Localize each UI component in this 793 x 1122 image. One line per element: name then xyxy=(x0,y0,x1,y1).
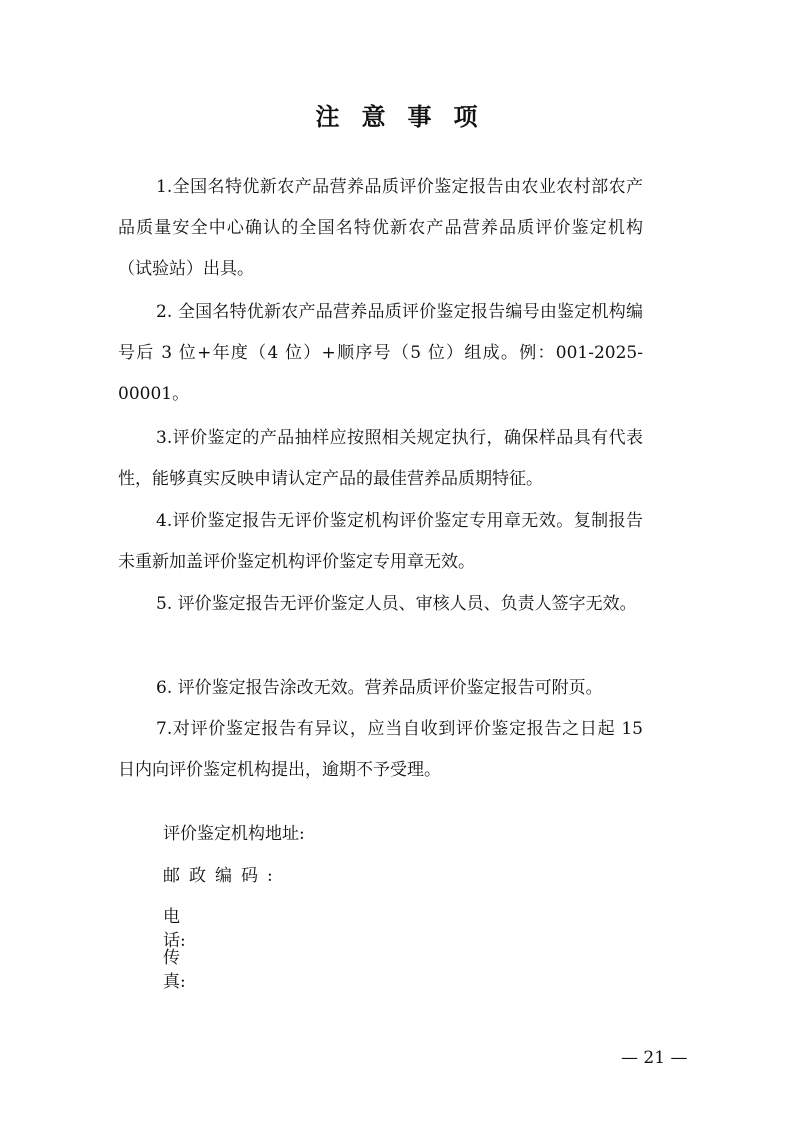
address-label: 评价鉴定机构地址: xyxy=(163,824,305,844)
page-number: — 21 — xyxy=(621,1048,688,1068)
notice-item-2: 2. 全国名特优新农产品营养品质评价鉴定报告编号由鉴定机构编号后 3 位+年度（4 位）+顺序号（5 位）组成。例：001-2025-00001。 xyxy=(118,302,643,404)
fax-label xyxy=(163,946,263,994)
notice-item-1: 1.全国名特优新农产品营养品质评价鉴定报告由农业农村部农产品质量安全中心确认的全国名特优新农产品营养品质评价鉴定机构（试验站）出具。 xyxy=(118,177,643,279)
phone-label-char-1: 电 xyxy=(163,907,180,927)
notice-item-3: 3.评价鉴定的产品抽样应按照相关规定执行，确保样品具有代表性，能够真实反映申请认定产品的最佳营养品质期特征。 xyxy=(118,428,643,489)
notice-item-6: 6. 评价鉴定报告涂改无效。营养品质评价鉴定报告可附页。 xyxy=(156,678,603,698)
phone-label-char-2: 话: xyxy=(163,931,186,951)
notice-item-7: 7.对评价鉴定报告有异议，应当自收到评价鉴定报告之日起 15 日内向评价鉴定机构提出，逾期不予受理。 xyxy=(118,719,643,780)
page-title: 注意事项 xyxy=(315,103,500,131)
notice-item-5: 5. 评价鉴定报告无评价鉴定人员、审核人员、负责人签字无效。 xyxy=(156,594,637,614)
fax-label-char-1: 传 xyxy=(163,948,180,968)
notice-item-4: 4.评价鉴定报告无评价鉴定机构评价鉴定专用章无效。复制报告未重新加盖评价鉴定机构评价鉴定专用章无效。 xyxy=(118,511,643,572)
fax-label-char-2: 真: xyxy=(163,972,186,992)
postcode-label: 邮政编码: xyxy=(163,866,282,886)
